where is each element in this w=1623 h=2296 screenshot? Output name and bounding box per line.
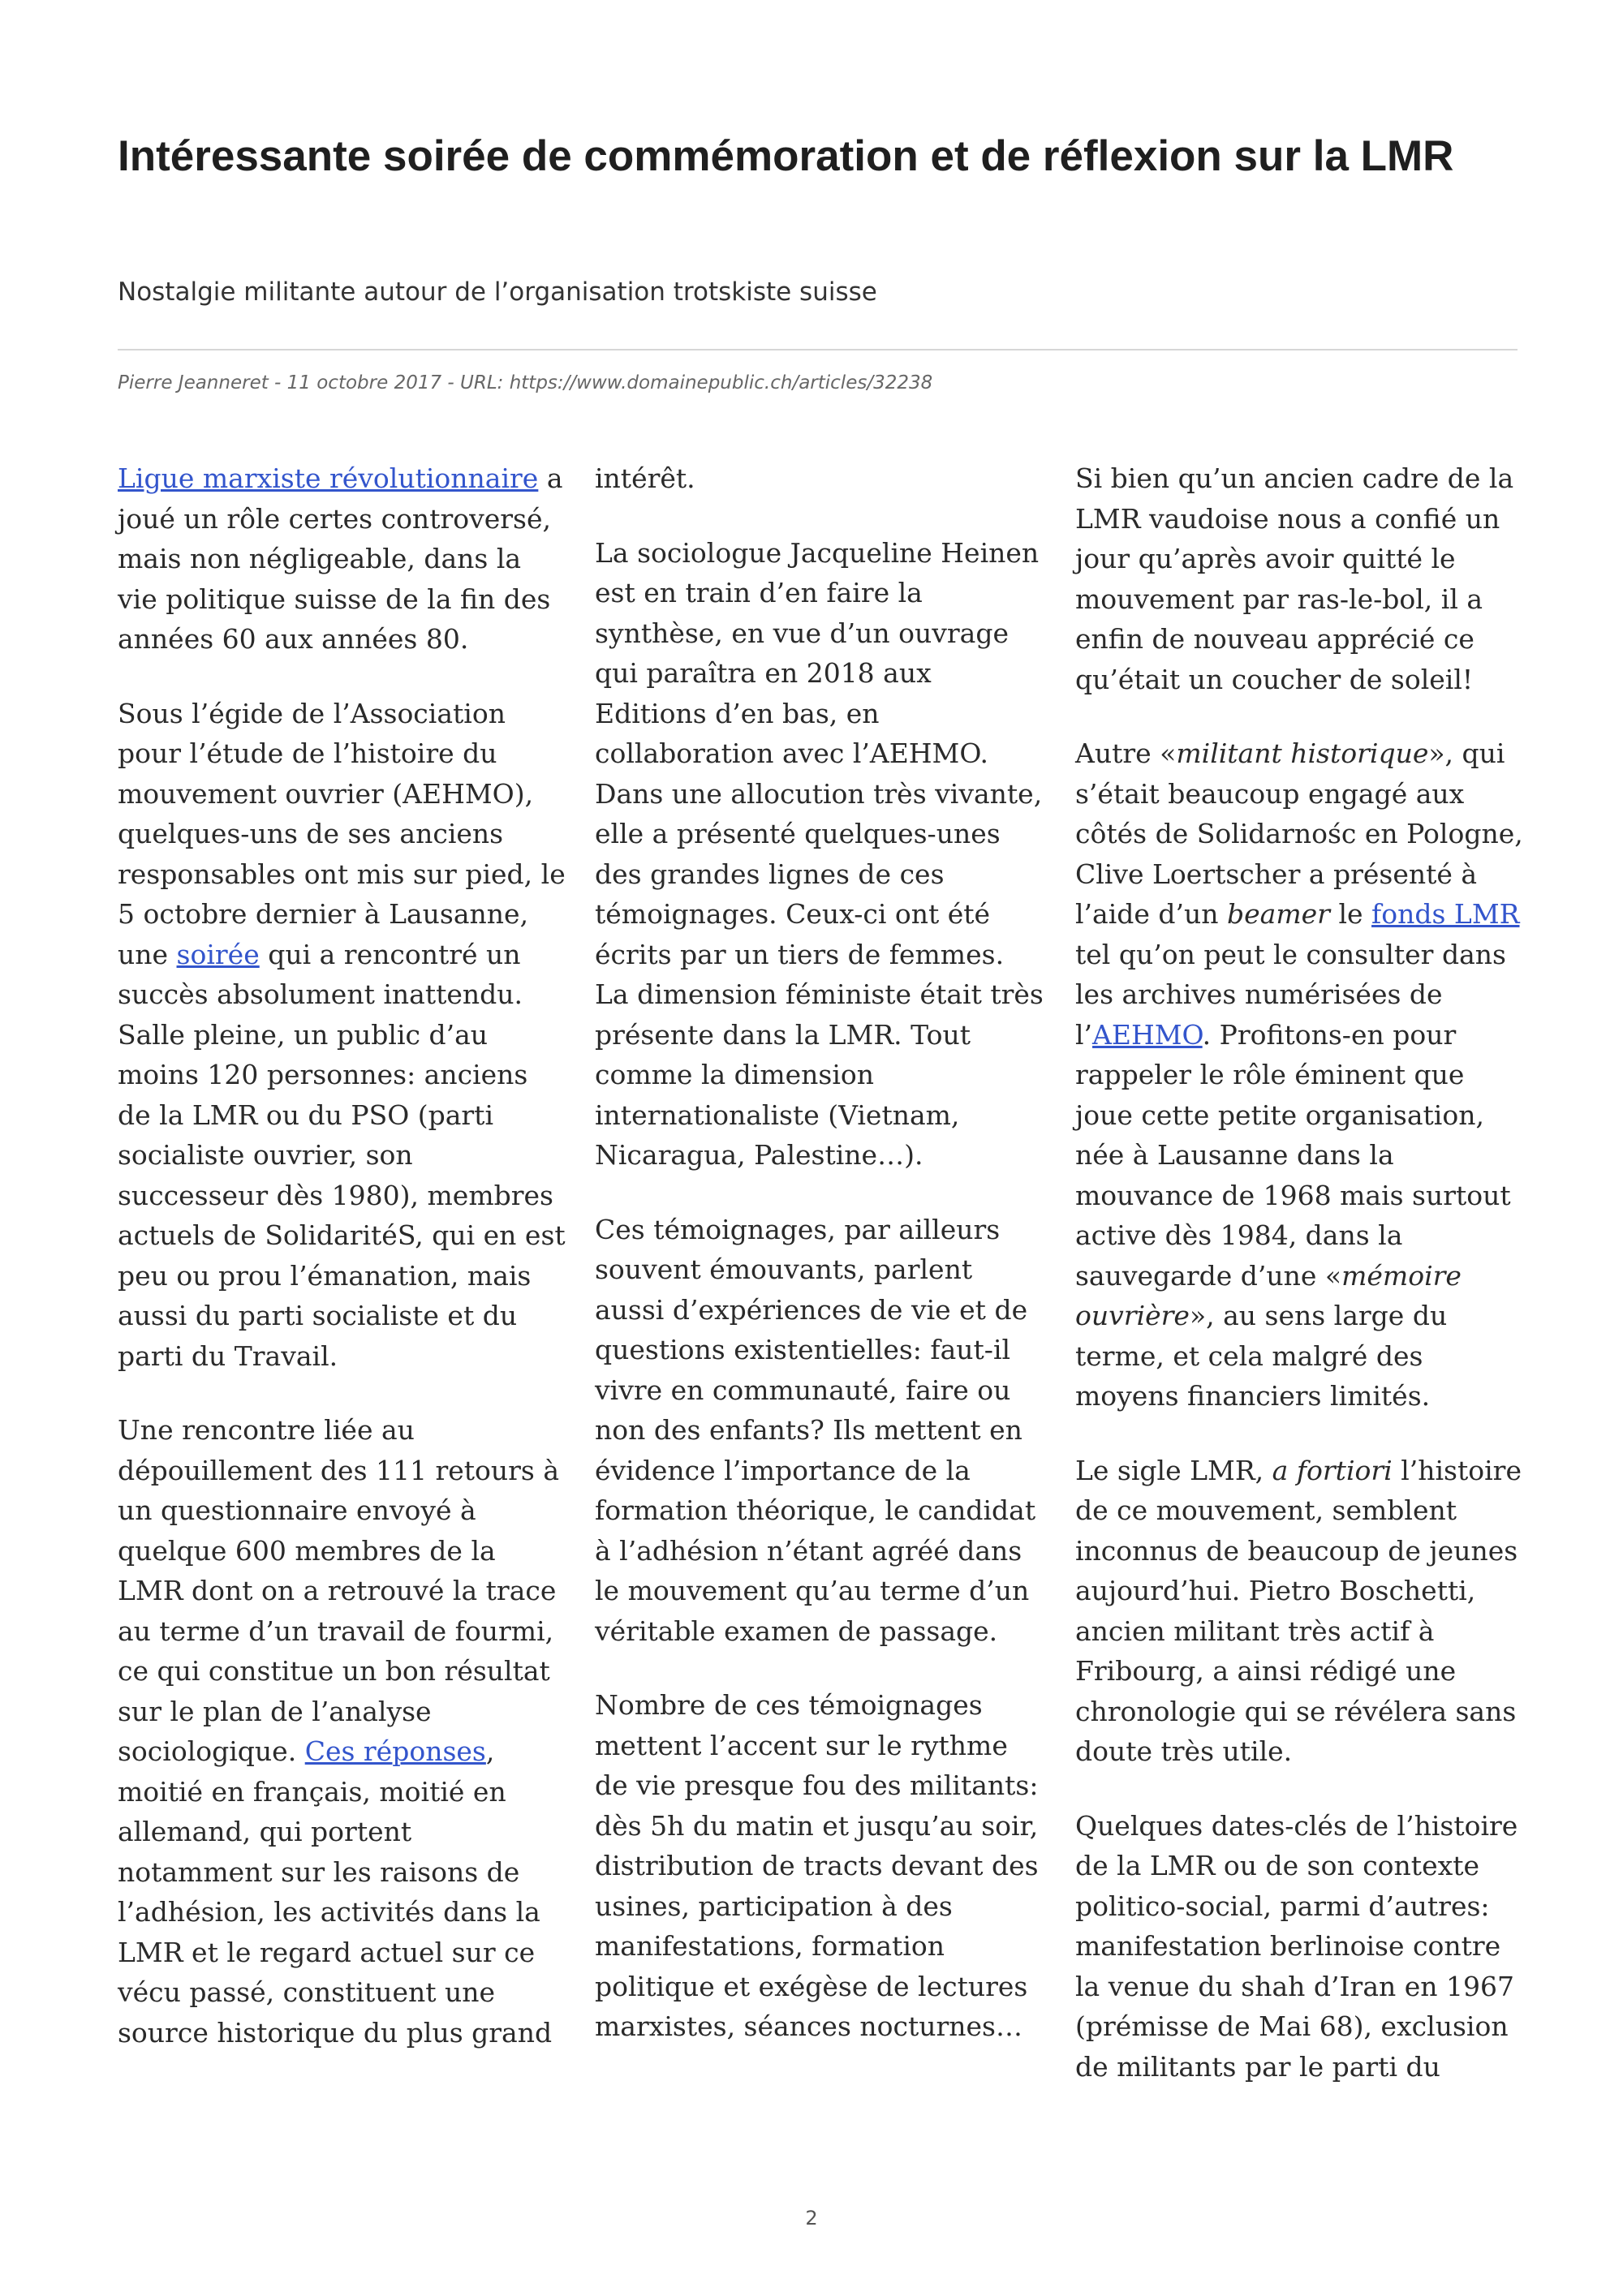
article-subtitle: Nostalgie militante autour de l’organisation trotskiste suisse (118, 277, 877, 307)
paragraph: Autre «militant historique», qui s’était beaucoup engagé aux côtés de Solidarnośc en Pologne, Clive Loertscher a présenté à l’aide d’un beamer le fonds LMR tel qu’on peut le consulter dans les archives numérisées de l’AEHMO. Profitons-en pour rappeler le rôle éminent que joue cette petite organisation, née à Lausanne dans la mouvance de 1968 mais surtout active dès 1984, dans la sauvegarde d’une «mémoire ouvrière», au sens large du terme, et cela malgré des moyens financiers limités. (1075, 737, 1523, 1412)
paragraph: Une rencontre liée au dépouillement des 111 retours à un questionnaire envoyé à quelque 600 membres de la LMR dont on a retrouvé la trace au terme d’un travail de fourmi, ce qui constitue un bon résultat sur le plan de l’analyse sociologique. Ces réponses, moitié en français, moitié en allemand, qui portent notamment sur les raisons de l’adhésion, les activités dans la LMR et le regard actuel sur ce vécu passé, constituent une source historique du plus grand (118, 1414, 560, 2049)
link-ces-reponses[interactable]: Ces réponses (304, 1735, 486, 1767)
link-soiree[interactable]: soirée (176, 938, 260, 970)
article-meta: Pierre Jeanneret - 11 octobre 2017 - URL: https://www.domainepublic.ch/articles/32238 (118, 372, 933, 393)
link-aehmo[interactable]: AEHMO (1092, 1018, 1203, 1051)
paragraph: Si bien qu’un ancien cadre de la LMR vaudoise nous a confié un jour qu’après avoir quitté le mouvement par ras-le-bol, il a enfin de nouveau apprécié ce qu’était un coucher de soleil! (1075, 462, 1514, 695)
text-column-3 (1075, 458, 1526, 2121)
link-fonds-lmr[interactable]: fonds LMR (1371, 898, 1520, 930)
paragraph: Ces témoignages, par ailleurs souvent émouvants, parlent aussi d’expériences de vie et de questions existentielles: faut-il vivre en communauté, faire ou non des enfants? Ils mettent en évidence l’importance de la formation théorique, le candidat à l’adhésion n’étant agréé dans le mouvement qu’au terme d’un véritable examen de passage. (595, 1213, 1036, 1647)
text-column-2 (595, 458, 1045, 2081)
link-ligue-marxiste[interactable]: Ligue marxiste révolutionnaire (118, 462, 539, 494)
page-number: 2 (805, 2207, 818, 2229)
paragraph: Ligue marxiste révolutionnaire a joué un rôle certes controversé, mais non négligeable, dans la vie politique suisse de la fin des années 60 aux années 80. (118, 462, 563, 655)
paragraph: Le sigle LMR, a fortiori l’histoire de ce mouvement, semblent inconnus de beaucoup de jeunes aujourd’hui. Pietro Boschetti, ancien militant très actif à Fribourg, a ainsi rédigé une chronologie qui se révélera sans doute très utile. (1075, 1454, 1522, 1767)
paragraph: La sociologue Jacqueline Heinen est en train d’en faire la synthèse, en vue d’un ouvrage qui paraîtra en 2018 aux Editions d’en bas, en collaboration avec l’AEHMO. Dans une allocution très vivante, elle a présenté quelques-unes des grandes lignes de ces témoignages. Ceux-ci ont été écrits par un tiers de femmes. La dimension féministe était très présente dans la LMR. Tout comme la dimension internationaliste (Vietnam, Nicaragua, Palestine…). (595, 536, 1044, 1171)
text-column-1 (118, 458, 568, 2087)
paragraph: Sous l’égide de l’Association pour l’étude de l’histoire du mouvement ouvrier (AEHMO), quelques-uns de ses anciens responsables ont mis sur pied, le 5 octobre dernier à Lausanne, une soirée qui a rencontré un succès absolument inattendu. Salle pleine, un public d’au moins 120 personnes: anciens de la LMR ou du PSO (parti socialiste ouvrier, son successeur dès 1980), membres actuels de SolidaritéS, qui en est peu ou prou l’émanation, mais aussi du parti socialiste et du parti du Travail. (118, 697, 566, 1372)
header-divider (118, 349, 1518, 350)
paragraph: Nombre de ces témoignages mettent l’accent sur le rythme de vie presque fou des militants: dès 5h du matin et jusqu’au soir, distribution de tracts devant des usines, participation à des manifestations, formation politique et exégèse de lectures marxistes, séances nocturnes… (595, 1689, 1039, 2042)
paragraph: Quelques dates-clés de l’histoire de la LMR ou de son contexte politico-social, parmi d’autres: manifestation berlinoise contre la venue du shah d’Iran en 1967 (prémisse de Mai 68), exclusion de militants par le parti du (1075, 1809, 1518, 2083)
article-title: Intéressante soirée de commémoration et de réflexion sur la LMR (118, 132, 1454, 180)
paragraph: intérêt. (595, 462, 695, 494)
